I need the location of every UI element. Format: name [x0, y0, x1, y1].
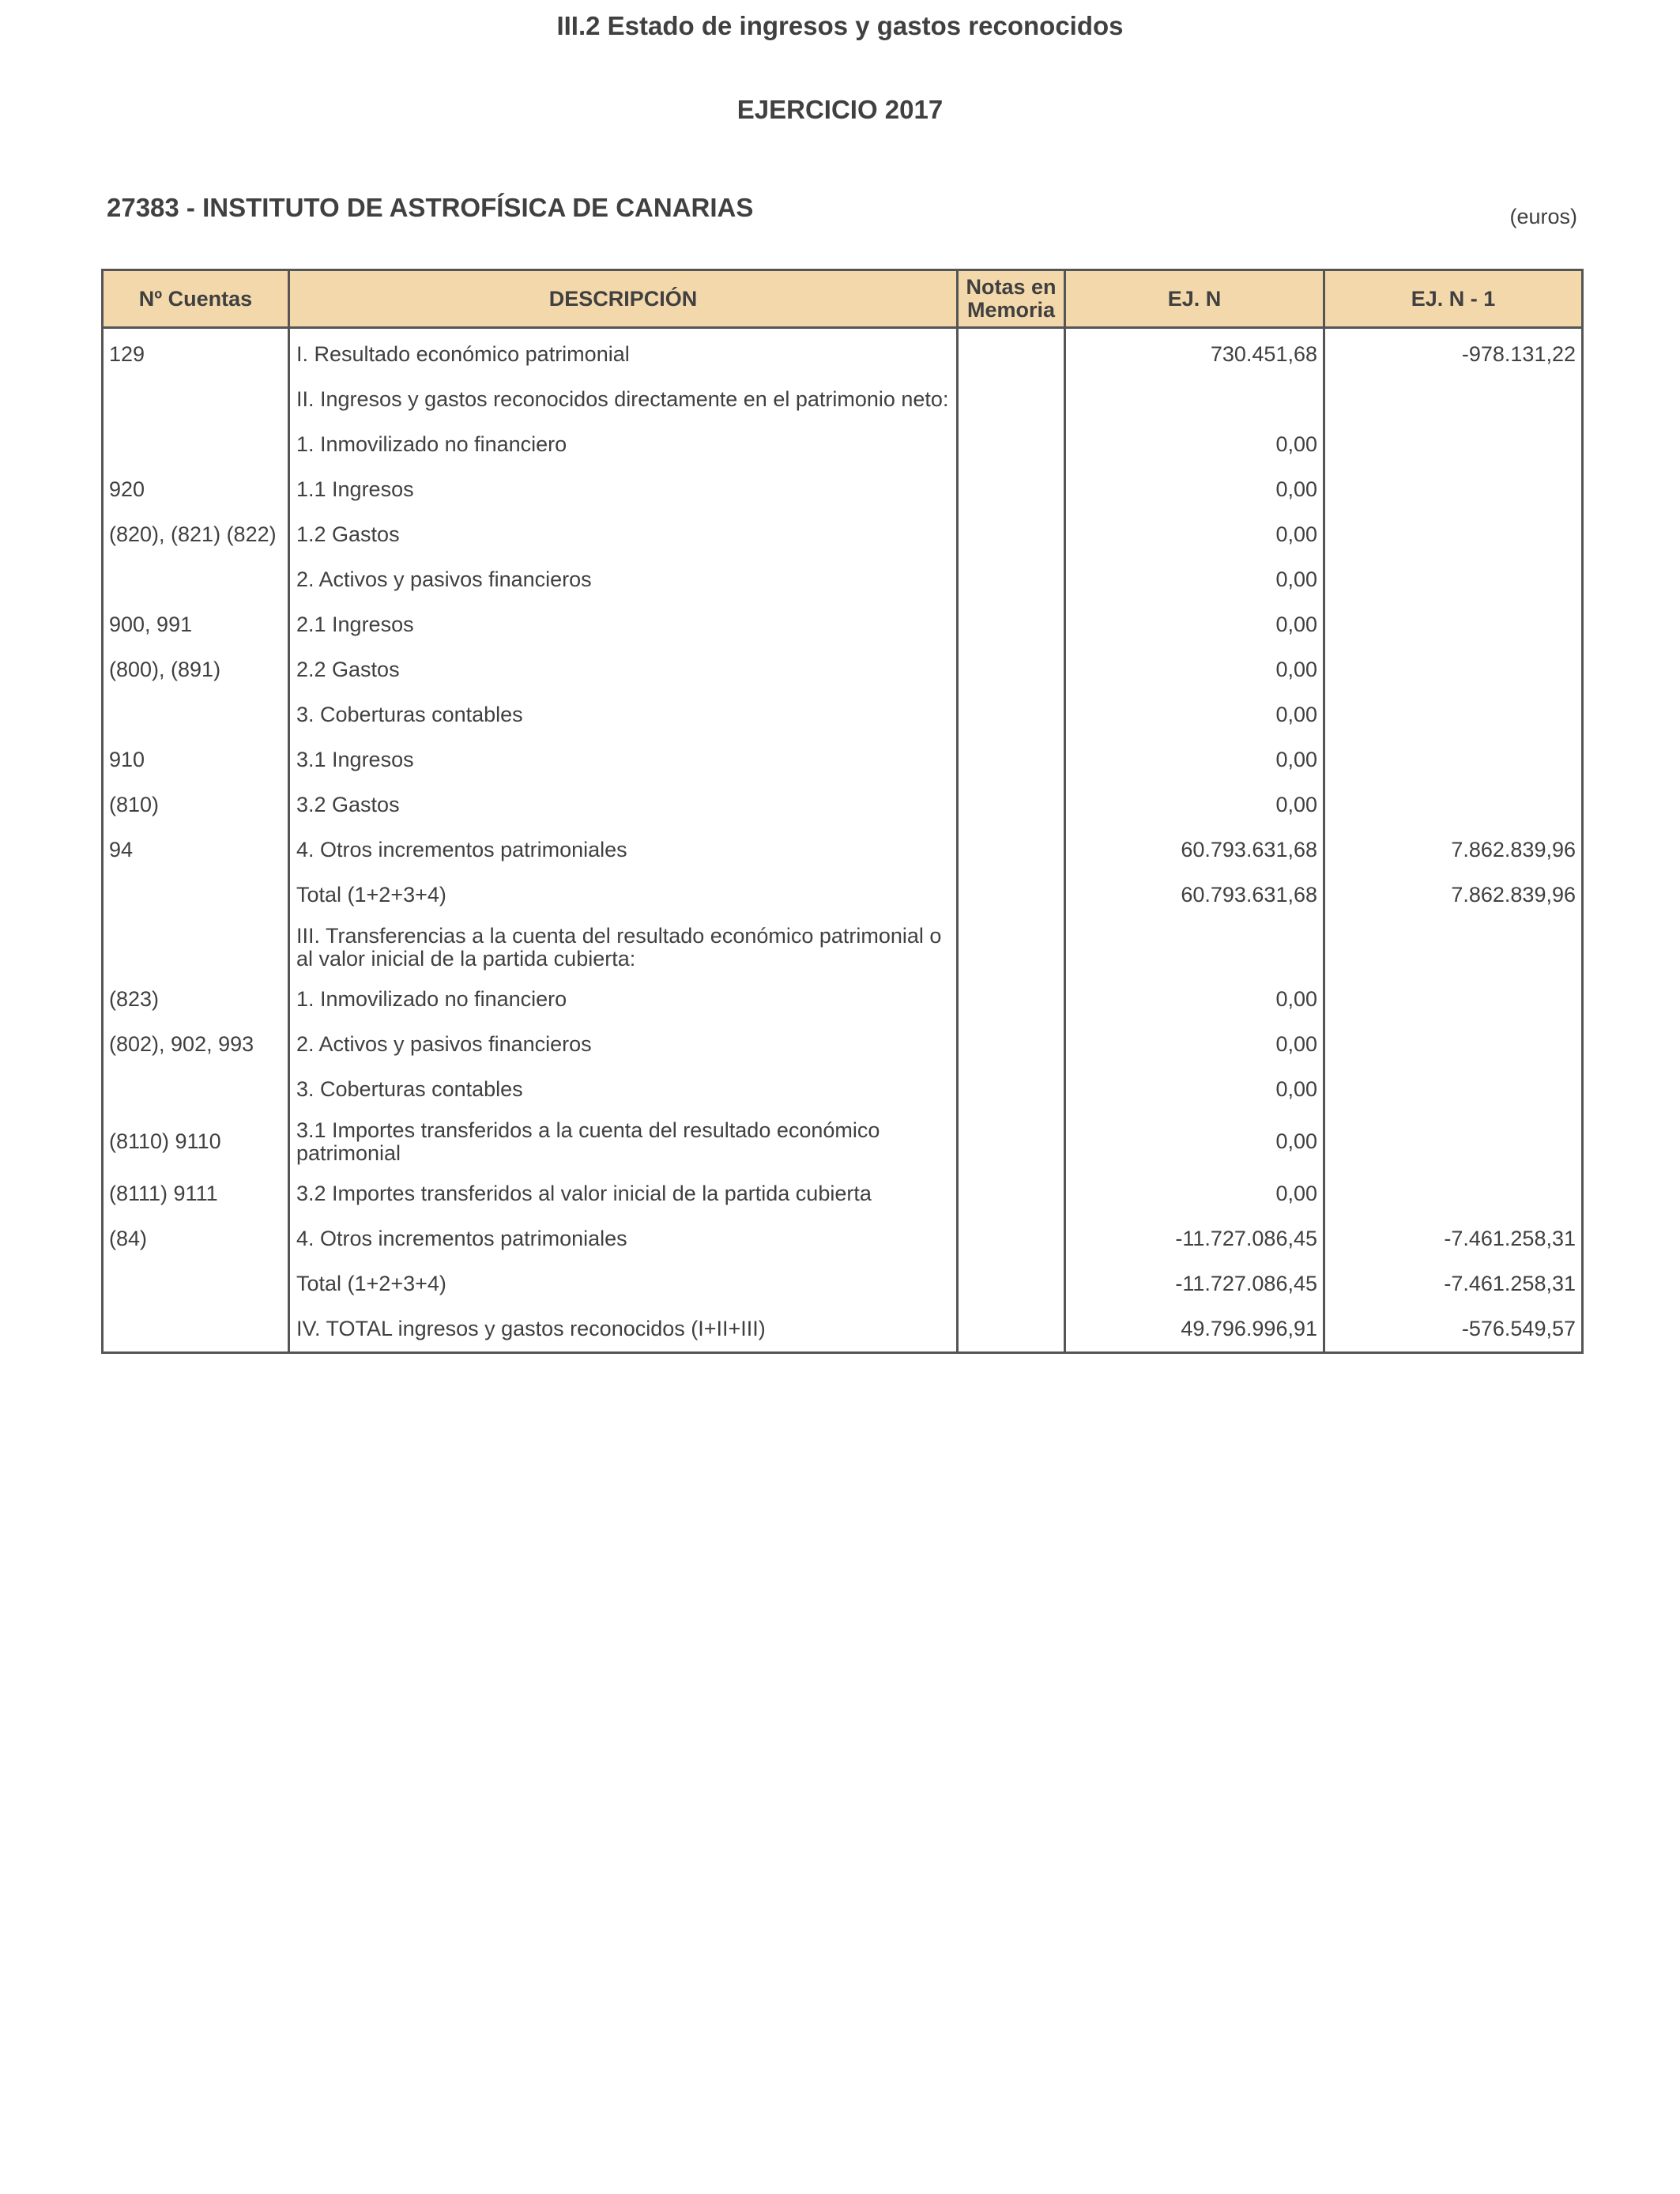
table-row — [103, 328, 1583, 378]
cell-year-n1: -978.131,22 — [1324, 328, 1583, 378]
cell-year-n1 — [1324, 557, 1583, 602]
currency-unit: (euros) — [1509, 205, 1577, 228]
header-year-n: EJ. N — [1065, 270, 1324, 328]
cell-notes — [958, 918, 1065, 977]
cell-year-n: 0,00 — [1065, 782, 1324, 827]
table-row — [103, 782, 1583, 827]
header-year-n1: EJ. N - 1 — [1324, 270, 1583, 328]
cell-year-n1 — [1324, 602, 1583, 647]
cell-year-n — [1065, 377, 1324, 422]
cell-notes — [958, 1112, 1065, 1171]
cell-notes — [958, 557, 1065, 602]
cell-account — [103, 1306, 289, 1353]
cell-description: 3.1 Ingresos — [289, 737, 958, 782]
cell-notes — [958, 422, 1065, 467]
cell-description: 3. Coberturas contables — [289, 692, 958, 737]
cell-account: (820), (821) (822) — [103, 512, 289, 557]
cell-account — [103, 1067, 289, 1112]
cell-notes — [958, 737, 1065, 782]
cell-year-n: 0,00 — [1065, 512, 1324, 557]
cell-account: 900, 991 — [103, 602, 289, 647]
cell-year-n1 — [1324, 1171, 1583, 1216]
header-description: DESCRIPCIÓN — [289, 270, 958, 328]
cell-notes — [958, 692, 1065, 737]
table-row — [103, 1022, 1583, 1067]
cell-notes — [958, 1022, 1065, 1067]
cell-year-n: 0,00 — [1065, 1067, 1324, 1112]
cell-description: 1.1 Ingresos — [289, 467, 958, 512]
cell-year-n1: 7.862.839,96 — [1324, 873, 1583, 918]
table-body — [103, 328, 1583, 1353]
cell-description: 4. Otros incrementos patrimoniales — [289, 1216, 958, 1261]
table-row — [103, 977, 1583, 1022]
cell-account: (8111) 9111 — [103, 1171, 289, 1216]
cell-year-n1 — [1324, 1022, 1583, 1067]
cell-year-n1 — [1324, 692, 1583, 737]
page-title: III.2 Estado de ingresos y gastos reconocidos — [556, 11, 1124, 40]
cell-year-n: 0,00 — [1065, 692, 1324, 737]
cell-account: 129 — [103, 328, 289, 378]
cell-notes — [958, 1171, 1065, 1216]
cell-year-n: 0,00 — [1065, 467, 1324, 512]
table-row — [103, 1306, 1583, 1353]
cell-year-n: 0,00 — [1065, 557, 1324, 602]
cell-account — [103, 377, 289, 422]
table-row — [103, 557, 1583, 602]
table-row — [103, 1216, 1583, 1261]
cell-year-n — [1065, 918, 1324, 977]
cell-year-n: 60.793.631,68 — [1065, 827, 1324, 873]
header-accounts: Nº Cuentas — [103, 270, 289, 328]
cell-description: Total (1+2+3+4) — [289, 873, 958, 918]
table-header-row — [103, 270, 1583, 328]
cell-year-n: 0,00 — [1065, 422, 1324, 467]
cell-year-n1 — [1324, 377, 1583, 422]
cell-account: (810) — [103, 782, 289, 827]
cell-year-n1 — [1324, 1067, 1583, 1112]
cell-year-n: 49.796.996,91 — [1065, 1306, 1324, 1353]
cell-account — [103, 918, 289, 977]
table-row — [103, 873, 1583, 918]
table-row — [103, 647, 1583, 692]
cell-account — [103, 557, 289, 602]
cell-year-n1: -7.461.258,31 — [1324, 1261, 1583, 1306]
cell-notes — [958, 1306, 1065, 1353]
cell-year-n: 0,00 — [1065, 602, 1324, 647]
cell-description: II. Ingresos y gastos reconocidos directamente en el patrimonio neto: — [289, 377, 958, 422]
cell-description: III. Transferencias a la cuenta del resultado económico patrimonial o al valor inicial de la partida cubierta: — [289, 918, 958, 977]
table-row — [103, 918, 1583, 977]
table-row — [103, 1067, 1583, 1112]
table-row — [103, 467, 1583, 512]
cell-account — [103, 1261, 289, 1306]
cell-account: (84) — [103, 1216, 289, 1261]
cell-account — [103, 873, 289, 918]
cell-year-n: 60.793.631,68 — [1065, 873, 1324, 918]
cell-account — [103, 422, 289, 467]
table-row — [103, 377, 1583, 422]
cell-year-n: 0,00 — [1065, 1171, 1324, 1216]
cell-year-n1 — [1324, 647, 1583, 692]
cell-year-n: 0,00 — [1065, 1112, 1324, 1171]
cell-account: 920 — [103, 467, 289, 512]
table-row — [103, 692, 1583, 737]
table-row — [103, 1112, 1583, 1171]
header-notes-line2: Memoria — [966, 298, 1056, 322]
cell-year-n: -11.727.086,45 — [1065, 1216, 1324, 1261]
cell-year-n: 0,00 — [1065, 647, 1324, 692]
cell-description: 2. Activos y pasivos financieros — [289, 1022, 958, 1067]
cell-notes — [958, 1216, 1065, 1261]
cell-description: 3.2 Importes transferidos al valor inicial de la partida cubierta — [289, 1171, 958, 1216]
cell-description: 1.2 Gastos — [289, 512, 958, 557]
cell-year-n1 — [1324, 737, 1583, 782]
cell-year-n1 — [1324, 977, 1583, 1022]
cell-notes — [958, 1067, 1065, 1112]
cell-description: 1. Inmovilizado no financiero — [289, 977, 958, 1022]
cell-description: 3. Coberturas contables — [289, 1067, 958, 1112]
cell-description: 2.1 Ingresos — [289, 602, 958, 647]
cell-description: 2. Activos y pasivos financieros — [289, 557, 958, 602]
table-row — [103, 737, 1583, 782]
cell-notes — [958, 873, 1065, 918]
cell-description: IV. TOTAL ingresos y gastos reconocidos (I+II+III) — [289, 1306, 958, 1353]
cell-year-n1 — [1324, 1112, 1583, 1171]
cell-description: I. Resultado económico patrimonial — [289, 328, 958, 378]
cell-year-n1 — [1324, 782, 1583, 827]
cell-account: (823) — [103, 977, 289, 1022]
cell-notes — [958, 512, 1065, 557]
cell-description: 1. Inmovilizado no financiero — [289, 422, 958, 467]
cell-year-n1 — [1324, 467, 1583, 512]
cell-notes — [958, 377, 1065, 422]
table-row — [103, 1261, 1583, 1306]
cell-year-n: 0,00 — [1065, 977, 1324, 1022]
cell-year-n: -11.727.086,45 — [1065, 1261, 1324, 1306]
table-row — [103, 422, 1583, 467]
cell-year-n1 — [1324, 422, 1583, 467]
cell-year-n: 730.451,68 — [1065, 328, 1324, 378]
cell-account: (800), (891) — [103, 647, 289, 692]
income-expense-statement-table — [101, 269, 1584, 1354]
cell-year-n: 0,00 — [1065, 737, 1324, 782]
cell-notes — [958, 647, 1065, 692]
cell-account — [103, 692, 289, 737]
table-row — [103, 1171, 1583, 1216]
table-row — [103, 512, 1583, 557]
cell-account: 910 — [103, 737, 289, 782]
header-notes — [958, 270, 1065, 328]
entity-name: 27383 - INSTITUTO DE ASTROFÍSICA DE CANARIAS — [107, 193, 754, 222]
cell-description: 3.1 Importes transferidos a la cuenta del resultado económico patrimonial — [289, 1112, 958, 1171]
cell-description: 3.2 Gastos — [289, 782, 958, 827]
exercise-year: EJERCICIO 2017 — [736, 95, 944, 124]
cell-account: (8110) 9110 — [103, 1112, 289, 1171]
table-row — [103, 602, 1583, 647]
cell-account: (802), 902, 993 — [103, 1022, 289, 1067]
cell-year-n1: -576.549,57 — [1324, 1306, 1583, 1353]
cell-year-n1: -7.461.258,31 — [1324, 1216, 1583, 1261]
table-row — [103, 827, 1583, 873]
cell-year-n1: 7.862.839,96 — [1324, 827, 1583, 873]
cell-description: Total (1+2+3+4) — [289, 1261, 958, 1306]
cell-year-n1 — [1324, 512, 1583, 557]
cell-notes — [958, 602, 1065, 647]
cell-account: 94 — [103, 827, 289, 873]
cell-year-n: 0,00 — [1065, 1022, 1324, 1067]
header-notes-line1: Notas en — [966, 275, 1057, 299]
cell-notes — [958, 827, 1065, 873]
cell-notes — [958, 467, 1065, 512]
cell-notes — [958, 782, 1065, 827]
cell-description: 4. Otros incrementos patrimoniales — [289, 827, 958, 873]
cell-description: 2.2 Gastos — [289, 647, 958, 692]
cell-notes — [958, 977, 1065, 1022]
cell-notes — [958, 328, 1065, 378]
cell-notes — [958, 1261, 1065, 1306]
cell-year-n1 — [1324, 918, 1583, 977]
